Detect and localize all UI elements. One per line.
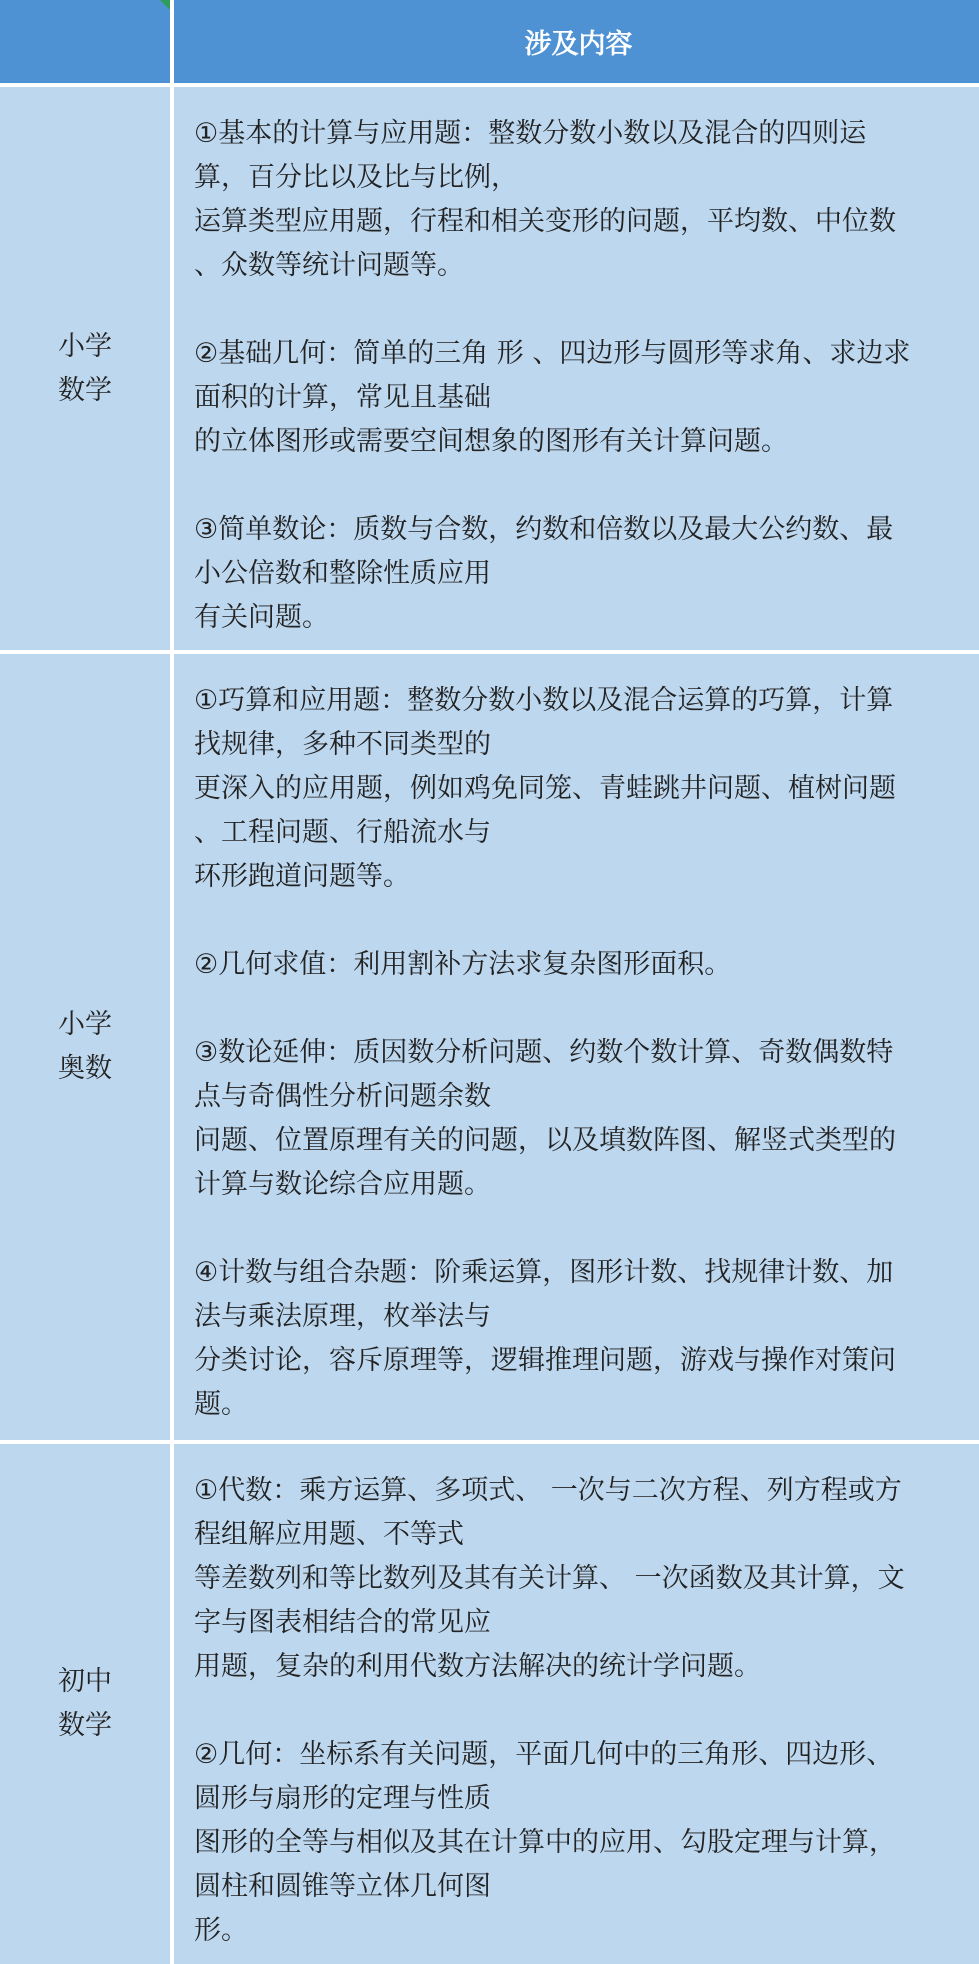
subject-cell bbox=[0, 654, 170, 1440]
content-line: 法与乘法原理，枚举法与 bbox=[194, 1301, 491, 1332]
content-line: 环形跑道问题等。 bbox=[194, 861, 410, 892]
content-line: 、众数等统计问题等。 bbox=[194, 250, 464, 281]
content-line: ③数论延伸：质因数分析问题、约数个数计算、奇数偶数特 bbox=[194, 1037, 894, 1068]
header-cell-subject bbox=[0, 0, 170, 83]
content-line: ②基础几何：简单的三角 形 、四边形与圆形等求角、求边求 bbox=[194, 338, 911, 369]
content-line: 小公倍数和整除性质应用 bbox=[194, 558, 491, 589]
content-line: 图形的全等与相似及其在计算中的应用、勾股定理与计算， bbox=[194, 1827, 896, 1858]
content-item bbox=[194, 943, 971, 987]
content-line: 程组解应用题、不等式 bbox=[194, 1519, 464, 1550]
content-item bbox=[194, 332, 971, 464]
content-line: ②几何：坐标系有关问题，平面几何中的三角形、四边形、 bbox=[194, 1739, 894, 1770]
subject-line: 数学 bbox=[58, 374, 112, 406]
subject-cell bbox=[0, 87, 170, 650]
content-cell bbox=[174, 1444, 979, 1964]
subject-line: 初中 bbox=[58, 1666, 112, 1697]
content-line: 、工程问题、行船流水与 bbox=[194, 817, 491, 848]
content-line: ④计数与组合杂题：阶乘运算，图形计数、找规律计数、加 bbox=[194, 1257, 894, 1288]
content-line: 更深入的应用题，例如鸡免同笼、青蛙跳井问题、植树问题 bbox=[194, 773, 896, 804]
content-line: ①巧算和应用题：整数分数小数以及混合运算的巧算，计算 bbox=[194, 685, 894, 716]
content-line: ①代数：乘方运算、多项式、 一次与二次方程、列方程或方 bbox=[194, 1475, 902, 1506]
content-line: 计算与数论综合应用题。 bbox=[194, 1169, 491, 1200]
content-cell bbox=[174, 654, 979, 1440]
content-line: 的立体图形或需要空间想象的图形有关计算问题。 bbox=[194, 426, 788, 457]
content-line: 有关问题。 bbox=[194, 602, 329, 633]
subject-label bbox=[58, 325, 112, 413]
content-item bbox=[194, 508, 971, 640]
content-line: 字与图表相结合的常见应 bbox=[194, 1607, 491, 1638]
header-label-content: 涉及内容 bbox=[524, 29, 633, 60]
content-line: 圆形与扇形的定理与性质 bbox=[194, 1783, 491, 1814]
content-line: ②几何求值：利用割补方法求复杂图形面积。 bbox=[194, 949, 732, 980]
content-line: 找规律，多种不同类型的 bbox=[194, 729, 491, 760]
subject-label bbox=[58, 1003, 112, 1091]
content-line: ③简单数论：质数与合数，约数和倍数以及最大公约数、最 bbox=[194, 514, 894, 545]
corner-marker-icon bbox=[160, 0, 170, 10]
content-item bbox=[194, 1251, 971, 1427]
subject-cell bbox=[0, 1444, 170, 1964]
header-cell-content bbox=[174, 0, 979, 83]
subject-line: 奥数 bbox=[58, 1053, 112, 1084]
content-line: 分类讨论，容斥原理等，逻辑推理问题，游戏与操作对策问 bbox=[194, 1345, 896, 1376]
content-line: 运算类型应用题，行程和相关变形的问题，平均数、中位数 bbox=[194, 206, 896, 237]
content-line: 点与奇偶性分析问题余数 bbox=[194, 1081, 491, 1112]
content-line: 等差数列和等比数列及其有关计算、 一次函数及其计算，文 bbox=[194, 1563, 905, 1594]
content-line: 用题，复杂的利用代数方法解决的统计学问题。 bbox=[194, 1651, 761, 1682]
subject-label bbox=[58, 1660, 112, 1748]
subject-line: 数学 bbox=[58, 1710, 112, 1741]
content-line: 面积的计算，常见且基础 bbox=[194, 382, 491, 413]
content-cell bbox=[174, 87, 979, 650]
content-line: 算，百分比以及比与比例， bbox=[194, 162, 518, 193]
content-item bbox=[194, 112, 971, 288]
content-line: 问题、位置原理有关的问题，以及填数阵图、解竖式类型的 bbox=[194, 1125, 896, 1156]
content-item bbox=[194, 679, 971, 899]
content-line: 圆柱和圆锥等立体几何图 bbox=[194, 1871, 491, 1902]
content-item bbox=[194, 1031, 971, 1207]
content-line: 形。 bbox=[194, 1915, 248, 1946]
content-item bbox=[194, 1469, 971, 1689]
subject-line: 小学 bbox=[58, 330, 112, 362]
subject-line: 小学 bbox=[58, 1009, 112, 1040]
content-line: 题。 bbox=[194, 1389, 248, 1420]
content-item bbox=[194, 1733, 971, 1953]
content-line: ①基本的计算与应用题：整数分数小数以及混合的四则运 bbox=[194, 118, 867, 149]
